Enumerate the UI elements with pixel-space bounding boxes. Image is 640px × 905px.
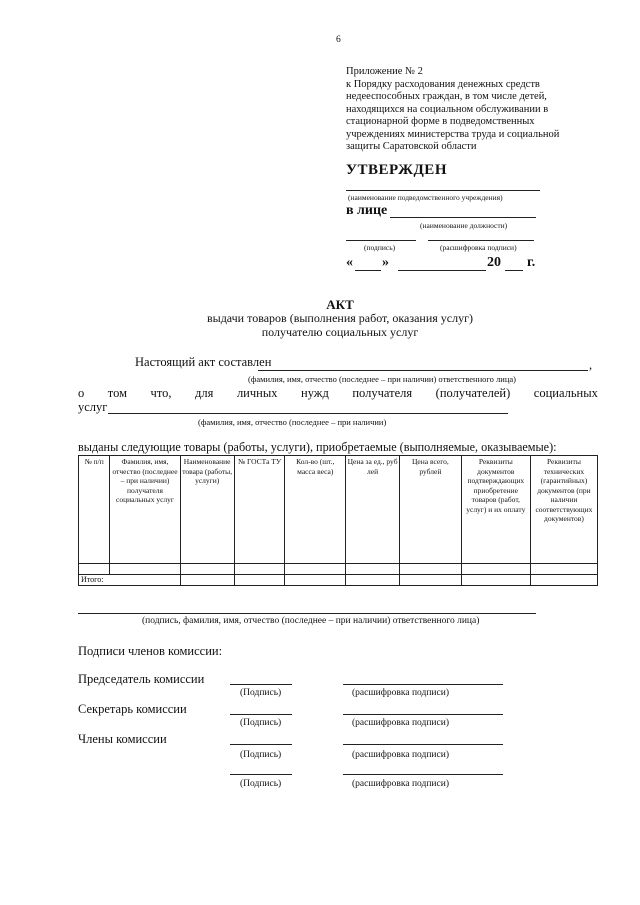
date-month-line xyxy=(398,270,486,271)
position-line xyxy=(390,217,536,218)
institution-caption: (наименование подведомственного учреждения) xyxy=(348,193,503,202)
institution-line xyxy=(346,190,540,191)
composed-label: Настоящий акт составлен xyxy=(135,355,272,369)
act-subtitle-2: получателю социальных услуг xyxy=(261,325,419,339)
col-header-item-name: Наименование товара (работы, услуги) xyxy=(180,456,234,564)
purpose-word: о xyxy=(78,386,85,400)
secretary-label: Секретарь комиссии xyxy=(78,702,187,716)
approval-signature-caption: (подпись) xyxy=(364,243,396,252)
secretary-decoding-line xyxy=(343,714,503,715)
members-label: Члены комиссии xyxy=(78,732,167,746)
col-header-total-price: Цена всего, рублей xyxy=(400,456,462,564)
date-open-quote: « xyxy=(346,255,353,270)
appendix-title: Приложение № 2 xyxy=(346,66,423,77)
act-subtitle-1: выдачи товаров (выполнения работ, оказания услуг) xyxy=(206,311,474,325)
purpose-word: для xyxy=(195,386,214,400)
table-row xyxy=(79,564,598,575)
date-year-prefix: 20 xyxy=(487,255,501,270)
member1-decoding-caption: (расшифровка подписи) xyxy=(352,750,449,760)
services-word: услуг xyxy=(78,400,108,414)
table-total-row xyxy=(79,575,598,586)
responsible-signature-line xyxy=(78,613,536,614)
chairman-signature-line xyxy=(230,684,292,685)
date-year-line xyxy=(505,270,523,271)
total-label: Итого: xyxy=(79,575,181,586)
recipient-line xyxy=(108,413,508,414)
col-header-technical-docs: Реквизиты технических (гарантийных) документов (при наличии соответствующих документов) xyxy=(530,456,597,564)
member1-decoding-line xyxy=(343,744,503,745)
member1-signature-line xyxy=(230,744,292,745)
composed-comma: , xyxy=(589,358,593,372)
purpose-word: социальных xyxy=(533,386,598,400)
chairman-label: Председатель комиссии xyxy=(78,672,205,686)
purpose-word: что, xyxy=(150,386,172,400)
secretary-signature-caption: (Подпись) xyxy=(240,718,282,728)
chairman-decoding-line xyxy=(343,684,503,685)
approval-decoding-line xyxy=(428,240,534,241)
member2-signature-line xyxy=(230,774,292,775)
commission-heading: Подписи членов комиссии: xyxy=(78,644,223,658)
issued-text: выданы следующие товары (работы, услуги), приобретаемые (выполняемые, оказываемые): xyxy=(78,440,557,454)
appendix-text: к Порядку расходования денежных средств недееспособных граждан, в том числе детей, находящихся на социальном обслуживании в стационарной форме в подведомственных учреждениях министерства труда и социальной защиты Саратовской области xyxy=(346,78,560,152)
member2-decoding-caption: (расшифровка подписи) xyxy=(352,779,449,789)
purpose-word: том xyxy=(107,386,128,400)
date-day-line xyxy=(355,270,381,271)
approved-heading: УТВЕРЖДЕН xyxy=(346,162,447,178)
col-header-recipient: Фамилия, имя, отчество (последнее – при наличии) получателя социальных услуг xyxy=(110,456,180,564)
col-header-payment-docs: Реквизиты документов подтверждающих приобретение товаров (работ, услуг) и их оплату xyxy=(461,456,530,564)
secretary-decoding-caption: (расшифровка подписи) xyxy=(352,718,449,728)
responsible-caption: (фамилия, имя, отчество (последнее – при наличии) ответственного лица) xyxy=(248,374,516,384)
purpose-word: личных xyxy=(236,386,278,400)
member2-signature-caption: (Подпись) xyxy=(240,779,282,789)
member1-signature-caption: (Подпись) xyxy=(240,750,282,760)
col-header-quantity: Кол-во (шт., масса веса) xyxy=(285,456,346,564)
appendix-block xyxy=(346,66,596,154)
col-header-gost: № ГОСТа ТУ xyxy=(234,456,285,564)
chairman-signature-caption: (Подпись) xyxy=(240,688,282,698)
act-title: АКТ xyxy=(326,297,354,312)
responsible-signature-caption: (подпись, фамилия, имя, отчество (последнее – при наличии) ответственного лица) xyxy=(142,616,480,626)
col-header-number: № п/п xyxy=(79,456,110,564)
purpose-word: получателя xyxy=(352,386,413,400)
purpose-word: нужд xyxy=(301,386,329,400)
approval-signature-line xyxy=(346,240,416,241)
purpose-line xyxy=(78,386,598,401)
responsible-person-line xyxy=(258,370,588,371)
position-caption: (наименование должности) xyxy=(420,221,508,230)
col-header-unit-price: Цена за ед., руб лей xyxy=(346,456,400,564)
page-number: 6 xyxy=(336,35,341,45)
person-label: в лице xyxy=(346,203,388,218)
chairman-decoding-caption: (расшифровка подписи) xyxy=(352,688,449,698)
date-year-suffix: г. xyxy=(527,255,536,270)
recipient-caption: (фамилия, имя, отчество (последнее – при наличии) xyxy=(198,417,387,427)
goods-table xyxy=(78,455,598,586)
purpose-word: (получателей) xyxy=(435,386,511,400)
secretary-signature-line xyxy=(230,714,292,715)
approval-decoding-caption: (расшифровка подписи) xyxy=(440,243,517,252)
member2-decoding-line xyxy=(343,774,503,775)
date-close-quote: » xyxy=(382,255,389,270)
